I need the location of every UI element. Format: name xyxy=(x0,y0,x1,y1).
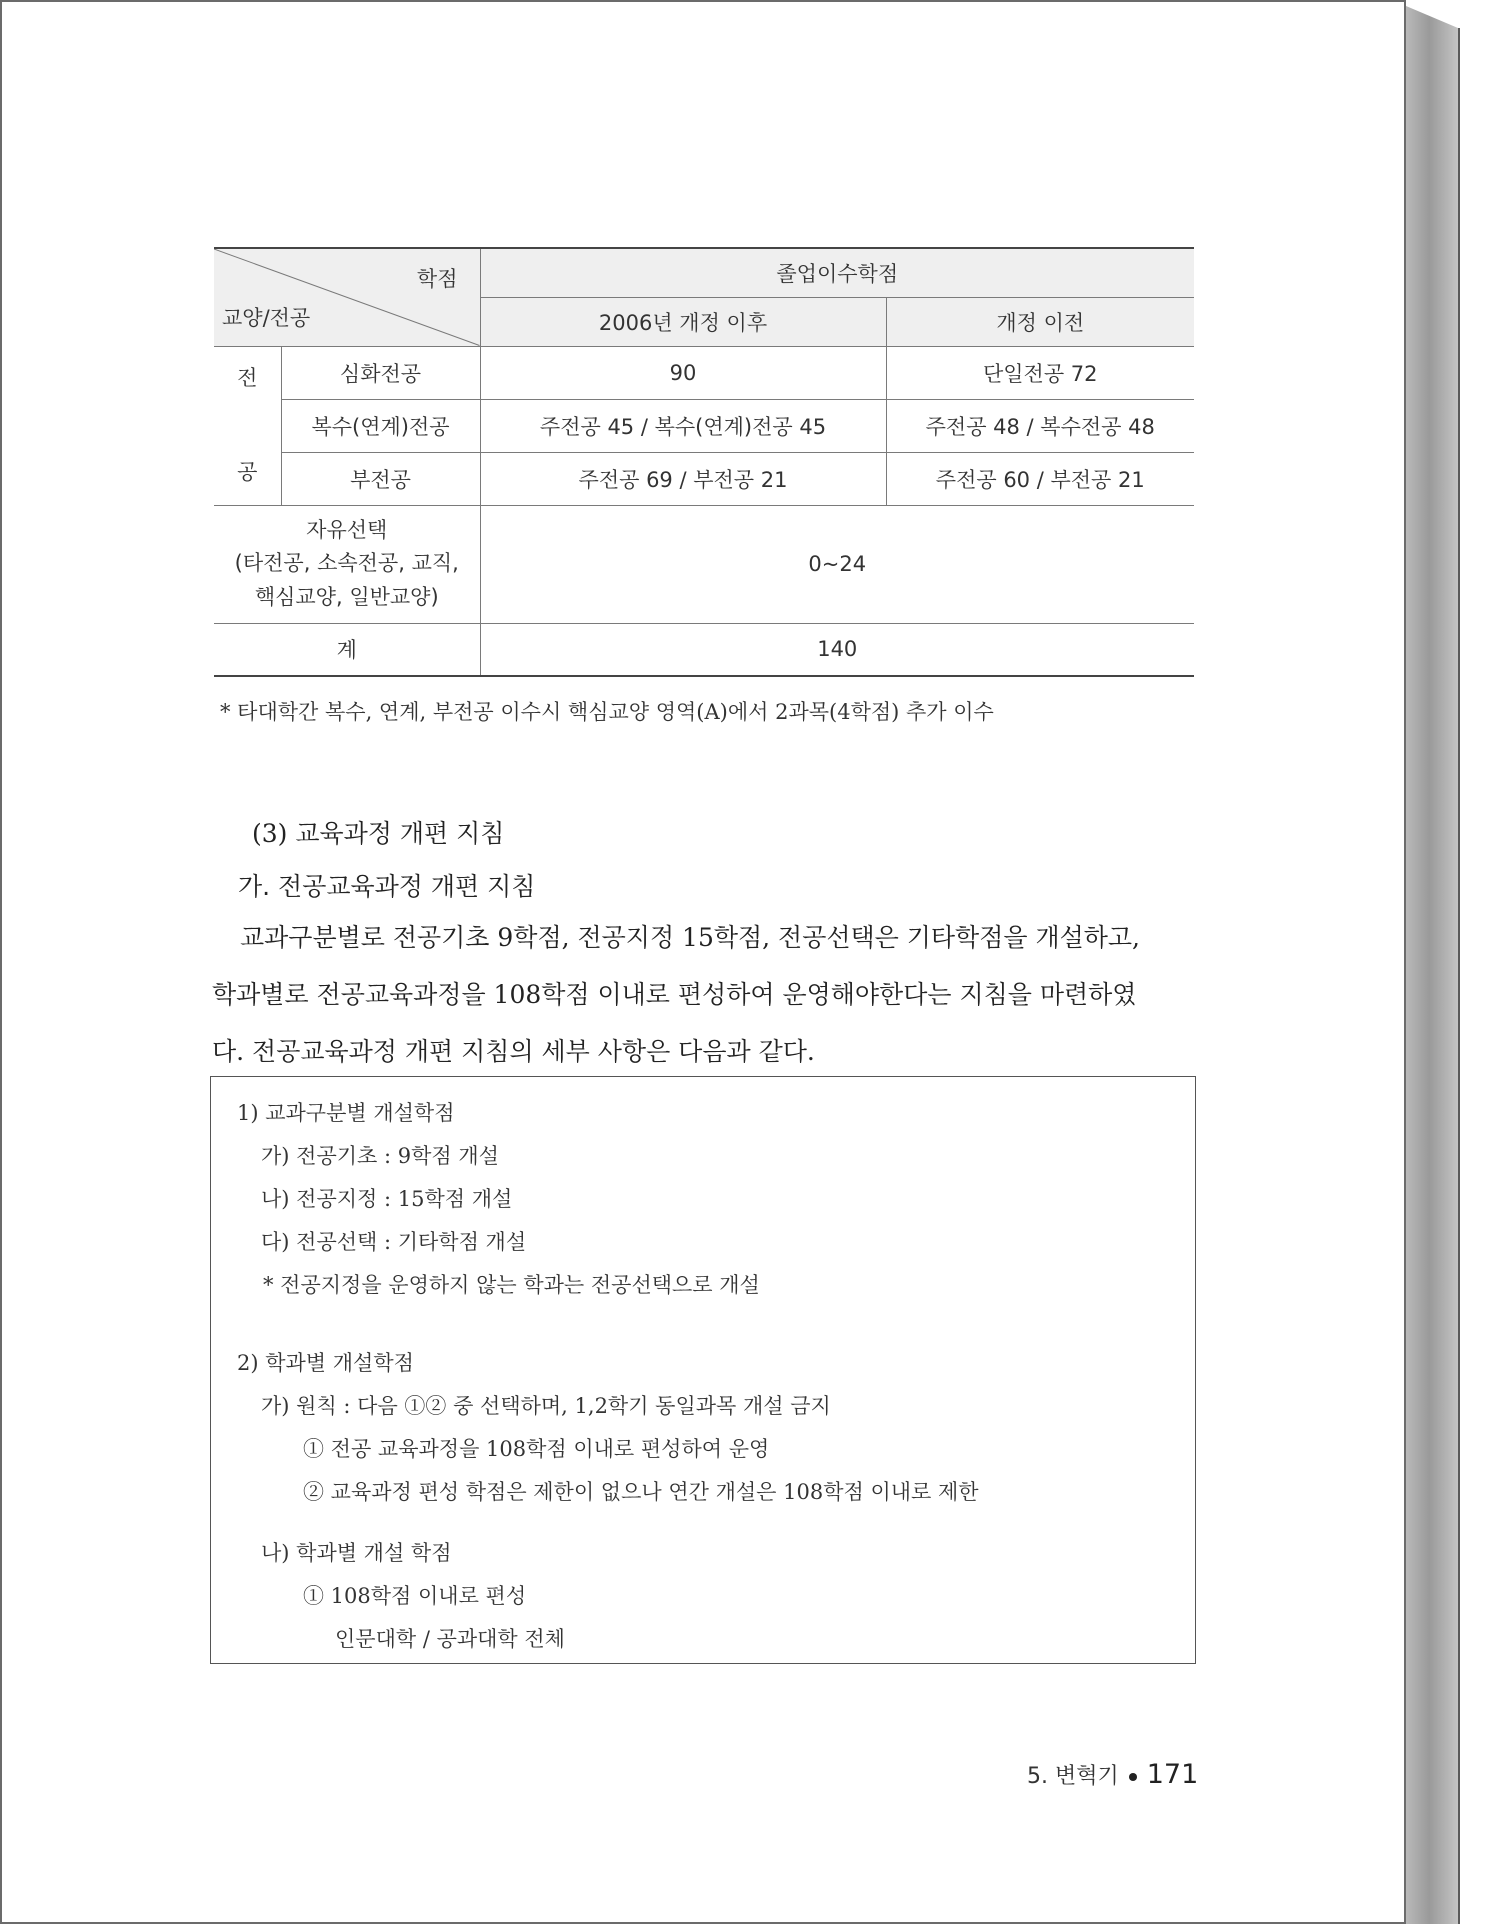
page-edge-line xyxy=(1458,28,1460,1924)
paragraph-line: 학과별로 전공교육과정을 108학점 이내로 편성하여 운영해야한다는 지침을 마련하였 xyxy=(212,980,1137,1009)
row-before: 주전공 48 / 복수전공 48 xyxy=(886,399,1194,452)
body-paragraph xyxy=(212,909,1197,1080)
page-edge-shadow xyxy=(1406,6,1458,1924)
chapter-label: 5. 변혁기 xyxy=(1027,1764,1119,1789)
header-before: 개정 이전 xyxy=(886,297,1194,346)
bullet-icon xyxy=(1129,1773,1137,1781)
group-char-1: 전 xyxy=(237,365,258,390)
row-after: 주전공 69 / 부전공 21 xyxy=(480,452,886,505)
group-char-2: 공 xyxy=(237,460,258,485)
header-area: 교양/전공 xyxy=(222,305,311,330)
subsection-heading: 가. 전공교육과정 개편 지침 xyxy=(238,872,536,901)
header-grad: 졸업이수학점 xyxy=(480,248,1194,297)
row-before: 주전공 60 / 부전공 21 xyxy=(886,452,1194,505)
header-after: 2006년 개정 이후 xyxy=(480,297,886,346)
box-line: ① 전공 교육과정을 108학점 이내로 편성하여 운영 xyxy=(303,1437,770,1461)
free-label-3: 핵심교양, 일반교양) xyxy=(254,584,439,609)
free-choice-label xyxy=(214,505,480,623)
box-line: 가) 원칙 : 다음 ①② 중 선택하며, 1,2학기 동일과목 개설 금지 xyxy=(261,1394,831,1418)
header-credit: 학점 xyxy=(416,267,458,291)
free-choice-value: 0~24 xyxy=(480,505,1194,623)
major-group-cell xyxy=(214,346,281,505)
box-line: 나) 전공지정 : 15학점 개설 xyxy=(261,1187,513,1211)
row-after: 주전공 45 / 복수(연계)전공 45 xyxy=(480,399,886,452)
box-line: ② 교육과정 편성 학점은 제한이 없으나 연간 개설은 108학점 이내로 제한 xyxy=(303,1480,979,1504)
box-line: 2) 학과별 개설학점 xyxy=(237,1351,414,1375)
table-footnote: * 타대학간 복수, 연계, 부전공 이수시 핵심교양 영역(A)에서 2과목(4학점) 추가 이수 xyxy=(220,700,994,724)
row-label: 부전공 xyxy=(281,452,480,505)
box-line: 인문대학 / 공과대학 전체 xyxy=(335,1627,565,1651)
total-value: 140 xyxy=(480,623,1194,676)
paragraph-line: 교과구분별로 전공기초 9학점, 전공지정 15학점, 전공선택은 기타학점을 개설하고, xyxy=(240,923,1140,952)
page-number: 171 xyxy=(1146,1759,1199,1790)
box-line: * 전공지정을 운영하지 않는 학과는 전공선택으로 개설 xyxy=(263,1273,760,1297)
page-footer xyxy=(1027,1759,1198,1790)
credit-table xyxy=(214,247,1194,677)
box-line: 가) 전공기초 : 9학점 개설 xyxy=(261,1144,499,1168)
box-line: 1) 교과구분별 개설학점 xyxy=(237,1101,455,1125)
box-line: 다) 전공선택 : 기타학점 개설 xyxy=(261,1230,527,1254)
row-before: 단일전공 72 xyxy=(886,346,1194,399)
section-heading: (3) 교육과정 개편 지침 xyxy=(252,819,505,848)
total-label: 계 xyxy=(214,623,480,676)
box-line: ① 108학점 이내로 편성 xyxy=(303,1584,527,1608)
table-corner-header xyxy=(214,248,480,346)
guideline-box xyxy=(210,1076,1196,1664)
free-label-1: 자유선택 xyxy=(306,517,388,542)
paragraph-line: 다. 전공교육과정 개편 지침의 세부 사항은 다음과 같다. xyxy=(212,1037,815,1066)
row-label: 복수(연계)전공 xyxy=(281,399,480,452)
row-label: 심화전공 xyxy=(281,346,480,399)
row-after: 90 xyxy=(480,346,886,399)
box-line: 나) 학과별 개설 학점 xyxy=(261,1541,452,1565)
free-label-2: (타전공, 소속전공, 교직, xyxy=(234,551,459,576)
